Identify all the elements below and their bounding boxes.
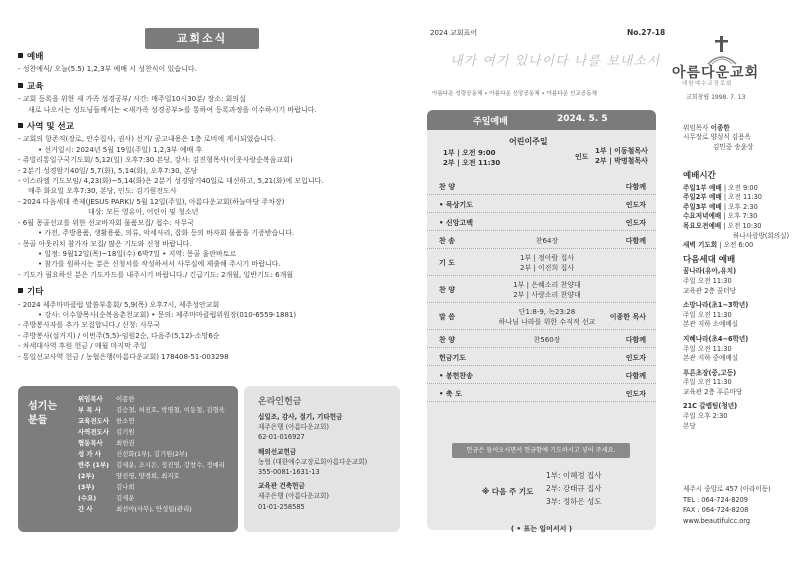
next-gen-title: 다음세대 예배 [683, 254, 736, 265]
news-section [18, 287, 400, 362]
order-row [427, 214, 656, 231]
order-label: 찬 양 [439, 286, 455, 294]
order-content-line: 찬64장 [535, 236, 559, 245]
worship-schedule [683, 172, 795, 436]
schedule-row: 주일1부 예배 | 오전 9:00 [683, 183, 758, 192]
member-names: 김승철, 허진호, 박명철, 이동철, 김형욱 [116, 406, 225, 414]
founded-date: 교회창립 1998. 7. 13 [686, 94, 746, 101]
leader-label: 인도 [575, 153, 589, 161]
member-names: 김세운, 조시은, 정진영, 강창수, 정예리 [116, 461, 225, 469]
next-week-prayer-item: 1부: 이혜정 집사 [546, 471, 602, 480]
bullet-icon [18, 83, 23, 88]
order-label: • 축 도 [439, 389, 462, 398]
worship-date: 2024. 5. 5 [557, 114, 608, 124]
news-item: - 2024 다음세대 축제(JESUS PARK)/ 5월 12일(주일), 아름다운교회(하늘마당 주차장) [18, 197, 285, 206]
account-line: 농협 (대한예수교장로회아름다운교회) [258, 457, 368, 466]
order-role: 다함께 [625, 236, 646, 245]
schedule-label: 수요저녁예배 [683, 212, 722, 221]
bullet-icon [18, 288, 23, 293]
offering-notice: 헌금은 들어오시면서 헌금함에 기도하시고 넣어 주세요. [452, 443, 630, 458]
motto-year-label: 2024 교회표어 [430, 29, 478, 37]
section-heading: 기타 [18, 287, 400, 297]
news-item: - 6월 몽골선교를 위한 선교바자회 물품모집/ 접수: 사무국 [18, 218, 195, 227]
schedule-time: 오전 10:30 [727, 221, 762, 230]
news-item: - 교회 등록을 위한 새 가족 성경공부/ 시간: 매주일10시30분/ 장소: 회의실 [18, 95, 246, 104]
next-gen-line: 본관 지하 소예배실 [683, 320, 739, 329]
worship-title: 주일예배 [473, 117, 508, 127]
next-gen-line: 주일 오전 11:30 [683, 378, 732, 387]
news-section [18, 82, 400, 115]
news-item: - 통일선교사역 헌금 / 농협은행(아름다운교회) 178408-51-003298 [18, 352, 229, 361]
member-names: 양진영, 양경희, 최지호 [116, 472, 180, 480]
members-title: 섬기는 분들 [28, 401, 57, 426]
member-row [78, 460, 225, 471]
service-time: 2부 | 오전 11:30 [443, 159, 501, 167]
order-label: 헌금기도 [439, 353, 467, 362]
staff-name: 양성식 김용옥 [710, 133, 751, 142]
next-gen-line: 본관 지하 중예배실 [683, 354, 739, 363]
order-row [427, 349, 656, 366]
schedule-label: 주일3부 예배 [683, 202, 722, 211]
order-role: 인도자 [625, 353, 646, 362]
news-item: - 이스라엘 기도모임/ 4,23(화)~5,14(화)은 2분기 성경암기40일로 대신하고, 5,21(화)에 모입니다. [18, 177, 324, 186]
order-content [487, 253, 607, 273]
news-item: • 일정: 9월12일(목)~18일(수) 6박7일 • 지역: 몽골 울란바토르 [38, 249, 237, 258]
order-role: 인도자 [625, 200, 646, 209]
member-row [78, 416, 225, 427]
order-row [427, 232, 656, 249]
order-content-line: 하나님 나라를 위한 수직적 선교 [498, 318, 596, 326]
church-name: 아름다운교회 [672, 65, 760, 81]
news-item: • 강사: 이수향목사(순복음춘천교회) • 문의: 제주마마클럽위원장(010-6559-1881) [38, 310, 297, 319]
service-time: 1부 | 오전 9:00 [443, 149, 496, 157]
member-role: 간 사 [78, 505, 93, 513]
next-gen-group [683, 335, 795, 364]
news-item: - 교회의 항존직(장로, 안수집사, 권사) 선거/ 공고내용은 1층 로비에 게시되었습니다. [18, 135, 276, 144]
account-line: 01-01-258585 [258, 502, 305, 511]
member-row [78, 394, 225, 405]
member-names: 한소연 [116, 417, 135, 425]
member-role: (수요) [78, 494, 97, 502]
schedule-label: 목요오전예배 [683, 221, 722, 230]
next-week-title: ※ 다음 주 기도 [482, 487, 534, 496]
next-gen-line: 주일 오전 11:30 [683, 344, 732, 353]
staff-row [683, 143, 753, 152]
next-gen-group [683, 402, 795, 431]
news-item: • 가전, 주방용품, 생활용품, 의류, 악세사리, 잡화 등의 바자회 물품을 기증받습니다. [38, 229, 295, 238]
order-role: 인도자 [625, 389, 646, 398]
news-item: • 참가를 원하시는 분은 신청서를 작성하셔서 사무실에 제출해 주시기 바랍니다. [38, 260, 281, 269]
staff-row [683, 133, 753, 142]
stand-note: ( • 표는 일어서서 ) [510, 525, 573, 533]
order-label: 찬 양 [439, 182, 455, 191]
online-offering-box [244, 386, 400, 532]
order-label: 찬 양 [439, 335, 455, 344]
section-heading: 예배 [18, 52, 400, 62]
schedule-row: 주일2부 예배 | 오전 11:30 [683, 193, 762, 202]
order-role: 이종한 목사 [609, 313, 646, 321]
news-item: - 차세대사역 후원 헌금 / 매월 마지막 주일 [18, 342, 147, 351]
next-gen-heading: 지혜나라(초4~6학년) [683, 334, 749, 343]
order-content [487, 280, 607, 300]
account-line: 355-0081-1631-13 [258, 468, 320, 477]
member-row [78, 471, 225, 482]
order-content-line: 2부 | 이진희 집사 [519, 264, 575, 272]
order-label: 찬 송 [439, 236, 455, 245]
staff-role: 시무장로 [683, 133, 709, 142]
order-role: 다함께 [625, 371, 646, 380]
order-row [427, 367, 656, 384]
online-offering-title: 온라인헌금 [258, 397, 302, 407]
member-names: 최헌권 [116, 439, 135, 447]
member-role: 부 목 사 [78, 406, 101, 414]
member-row [78, 504, 225, 515]
schedule-time: 오후 2:30 [728, 202, 758, 211]
news-item: - 2분기 성경암기40일/ 5,7(화), 5,14(화), 오후7:30, 본당 [18, 166, 198, 175]
staff-list [683, 124, 753, 152]
schedule-row: 수요저녁예배 | 오후 7:30 [683, 212, 758, 221]
member-row [78, 493, 225, 504]
news-item: - 성찬예식/ 오늘(5.5) 1,2,3부 예배 시 성찬식이 있습니다. [18, 65, 197, 74]
order-label: • 봉헌찬송 [439, 371, 473, 380]
order-row [427, 277, 656, 303]
news-item: 새로 나오시는 성도님들께서는 <새가족 성경공부>를 통하여 등록과정을 이수하시기 바랍니다. [28, 105, 317, 114]
next-gen-line: 본당 [683, 421, 696, 430]
member-names: 김나희 [116, 483, 135, 491]
order-content-line: 1부 | 정아람 집사 [519, 254, 575, 262]
account-heading: 해외선교헌금 [258, 447, 297, 456]
order-content-line: 1부 | 은혜소리 찬양대 [513, 281, 581, 289]
schedule-title: 예배시간 [683, 171, 716, 181]
account-heading: 교육관 건축헌금 [258, 482, 305, 491]
staff-name: 김민중 송윤상 [713, 142, 754, 151]
worship-order [427, 110, 656, 533]
news-item: - 주방봉사(설거지) / 이번주(5,5)-임원2순, 다음주(5,12)-소망6순 [18, 331, 220, 340]
next-gen-line: 교육관 2층 푸른마당 [683, 387, 743, 396]
order-content [487, 307, 607, 327]
community-subtitle: 아름다운 성령공동체 • 아름다운 신앙공동체 • 아름다운 선교공동체 [432, 91, 597, 97]
account-line: 62-01-016927 [258, 433, 305, 442]
order-content-line: 찬560장 [533, 335, 561, 344]
children-service: 어린이주일 [509, 137, 548, 146]
member-role: 협동목사 [78, 439, 103, 447]
address-line: 제주시 중앙로 457 (아라이동) [683, 485, 771, 493]
member-row [78, 405, 225, 416]
news-item: - 몽골 아웃리치 참가자 모집/ 많은 기도와 신청 바랍니다. [18, 239, 192, 248]
schedule-label: 새벽 기도회 [683, 241, 718, 250]
news-item: - 주방봉사자를 추가 모집합니다./ 신청: 사무국 [18, 321, 161, 330]
issue-number: No.27-18 [627, 28, 666, 37]
member-role: 위임목사 [78, 395, 103, 403]
member-row [78, 438, 225, 449]
member-names: 김세운 [116, 494, 135, 502]
member-names: 이종한 [116, 395, 135, 403]
service-leader: 2부 | 박명철목사 [595, 157, 648, 165]
next-gen-group [683, 267, 795, 296]
member-row [78, 427, 225, 438]
member-names: 최선아(사무), 안성일(관리) [116, 505, 192, 513]
motto-handwriting: 내가 여기 있나이다 나를 보내소서 [450, 54, 661, 69]
member-role: 사역전도사 [78, 428, 109, 436]
member-role: 반주 (1부) [78, 461, 110, 469]
news-item: - 쥬빌리통일구국기도회/ 5,12(일) 오후7:30 본당, 강사: 김진형목사(이웃사랑순복음교회) [18, 156, 293, 165]
worship-header [427, 110, 656, 130]
order-row [427, 385, 656, 402]
schedule-row: 새벽 기도회 | 오전 6:00 [683, 241, 754, 250]
bullet-icon [18, 53, 23, 58]
member-role: (2부) [78, 472, 95, 480]
address-line: TEL : 064-724-8209 [683, 495, 748, 504]
schedule-time: 하나사랑방(회의실) [733, 231, 790, 240]
schedule-time: 오후 7:30 [727, 212, 758, 221]
next-gen-line: 주일 오전 11:30 [683, 310, 732, 319]
order-role: 다함께 [625, 335, 646, 344]
next-gen-heading: 푸른초장(중,고등) [683, 368, 737, 377]
next-week-prayer-item: 3부: 정하은 성도 [546, 497, 602, 506]
order-row [427, 196, 656, 213]
schedule-time: 오전 6:00 [723, 241, 754, 250]
schedule-group [683, 184, 795, 251]
section-heading: 사역 및 선교 [18, 122, 400, 132]
schedule-row [683, 232, 795, 242]
order-label: 말 씀 [439, 313, 455, 321]
news-section [18, 122, 400, 280]
order-label: 기 도 [439, 259, 455, 267]
order-content-line: 2부 | 사랑소리 찬양대 [513, 291, 581, 299]
member-role: (3부) [78, 483, 95, 491]
order-row [427, 178, 656, 195]
news-item: • 선거일시: 2024년 5월 19일(주일) 1,2,3부 예배 후 [38, 145, 203, 154]
news-item: 대상: 모든 영유아, 어린이 및 청소년 [88, 208, 199, 217]
account-heading: 십일조, 감사, 절기, 기타헌금 [258, 413, 343, 421]
schedule-time: 오전 11:30 [728, 193, 762, 202]
news-item: - 2024 제주마마클럽 말씀부흥회/ 5,9(목) 오후7시, 제주성안교회 [18, 300, 220, 309]
staff-row [683, 124, 753, 133]
offering-accounts [258, 412, 367, 512]
schedule-label: 주일1부 예배 [683, 183, 722, 192]
next-gen-group [683, 301, 795, 330]
address-line: FAX : 064-724-8208 [683, 506, 749, 515]
order-content [487, 236, 607, 246]
next-gen-heading: 21C 갈렙팀(청년) [683, 402, 738, 411]
church-address [683, 484, 771, 526]
order-row [427, 304, 656, 330]
next-gen-heading: 소망나라(초1~3학년) [683, 301, 749, 310]
next-gen-line: 주일 오후 2:30 [683, 412, 728, 421]
bullet-icon [18, 123, 23, 128]
next-gen-heading: 꿈나라(유아,유치) [683, 267, 737, 276]
order-role: 다함께 [625, 182, 646, 191]
news-column [18, 28, 400, 558]
order-row [427, 250, 656, 276]
next-gen-group [683, 369, 795, 398]
member-row [78, 482, 225, 493]
member-names: 김기원 [116, 428, 135, 436]
members-list [78, 394, 225, 515]
service-leader: 1부 | 이동철목사 [595, 147, 648, 155]
member-role: 성 가 사 [78, 450, 101, 458]
member-names: 신선화(1부), 김기원(2부) [116, 450, 188, 458]
news-item: - 기도가 필요하신 분은 기도카드를 내주시기 바랍니다./ 긴급기도: 2개월, 일반기도: 6개월 [18, 270, 294, 279]
news-item: 매주 화요일 오후7:30, 본당, 인도: 김기원전도사 [28, 187, 177, 196]
schedule-time: 오전 9:00 [728, 183, 758, 192]
section-heading: 교육 [18, 82, 400, 92]
next-gen-line: 교육관 2층 꿈터당 [683, 286, 736, 295]
members-box [18, 386, 238, 532]
next-week-prayer-item: 2부: 강태규 집사 [546, 484, 602, 493]
staff-role: 위임목사 [683, 124, 709, 132]
member-role: 교육전도사 [78, 417, 109, 425]
account-line: 제주은행 (아름다운교회) [258, 492, 329, 501]
order-row [427, 331, 656, 348]
info-boxes [18, 386, 400, 532]
denomination: 대한예수교장로회 [682, 81, 733, 87]
schedule-row: 주일3부 예배 | 오후 2:30 [683, 202, 758, 211]
news-section [18, 52, 400, 75]
schedule-label: 주일2부 예배 [683, 193, 722, 202]
address-line: www.beautifulcc.org [683, 516, 751, 525]
order-role: 인도자 [625, 218, 646, 227]
staff-name: 이종한 [710, 124, 730, 132]
member-row [78, 449, 225, 460]
order-content-line: 단1:8-9, 녹23:28 [518, 308, 576, 316]
account-line: 제주은행 (아름다운교회) [258, 423, 329, 432]
news-list [18, 45, 400, 362]
schedule-row: 목요오전예배 | 오전 10:30 [683, 221, 762, 230]
next-gen-line: 주일 오전 11:30 [683, 276, 732, 285]
news-title: 교회소식 [145, 28, 259, 49]
order-content [487, 335, 607, 345]
order-label: • 신앙고백 [439, 218, 473, 227]
order-label: • 묵상기도 [439, 200, 473, 209]
